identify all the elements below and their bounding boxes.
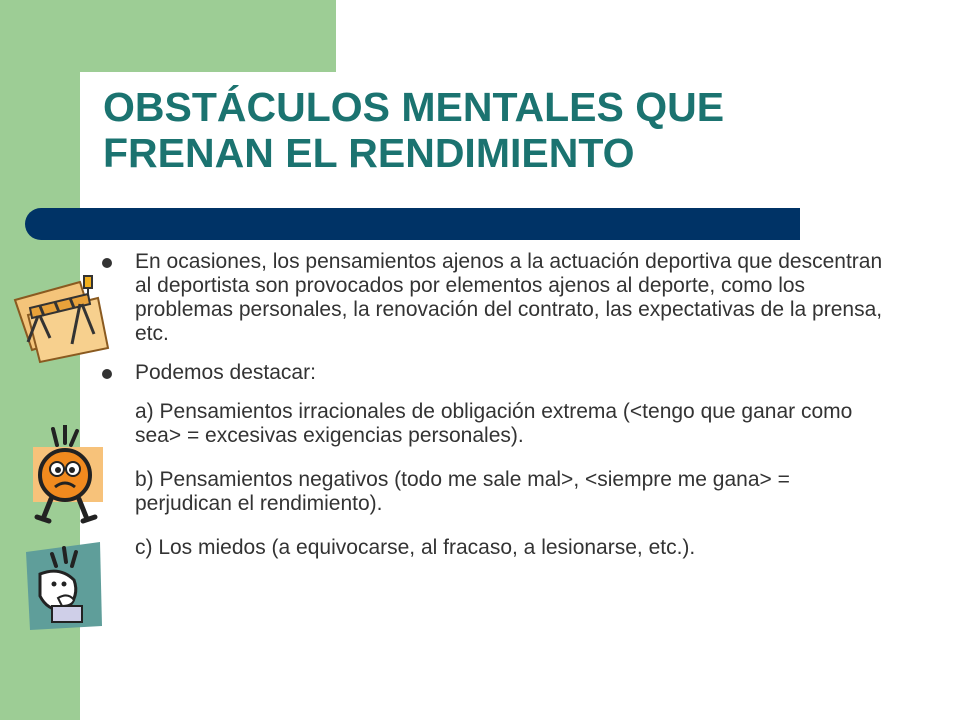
bullet-dot [102,369,112,379]
sub-item-c: c) Los miedos (a equivocarse, al fracaso, a lesionarse, etc.). [135,536,696,559]
bullet-item [100,361,890,385]
bullet-dot [102,258,112,268]
title-line-2: FRENAN EL RENDIMIENTO [103,130,635,176]
title-underline-bar [25,208,800,240]
nervous-person-clipart [22,540,104,632]
worried-face-clipart [25,425,105,525]
bullet-text: Podemos destacar: [135,361,316,384]
slide-title [103,84,903,176]
sub-item-b: b) Pensamientos negativos (todo me sale mal>, <siempre me gana> = perjudican el rendimiento). [135,468,790,515]
bullet-item [100,250,890,346]
slide-body [100,250,890,580]
bullet-text: En ocasiones, los pensamientos ajenos a la actuación deportiva que descentran al deportista son provocados por elementos ajenos al deporte, como los problemas personales, la renovación del contrato, las expectativas de la prensa, etc. [135,250,883,345]
title-line-1: OBSTÁCULOS MENTALES QUE [103,84,725,130]
road-barrier-clipart [10,270,110,370]
sub-item-a: a) Pensamientos irracionales de obligación extrema (<tengo que ganar como sea> = excesivas exigencias personales). [135,400,853,447]
